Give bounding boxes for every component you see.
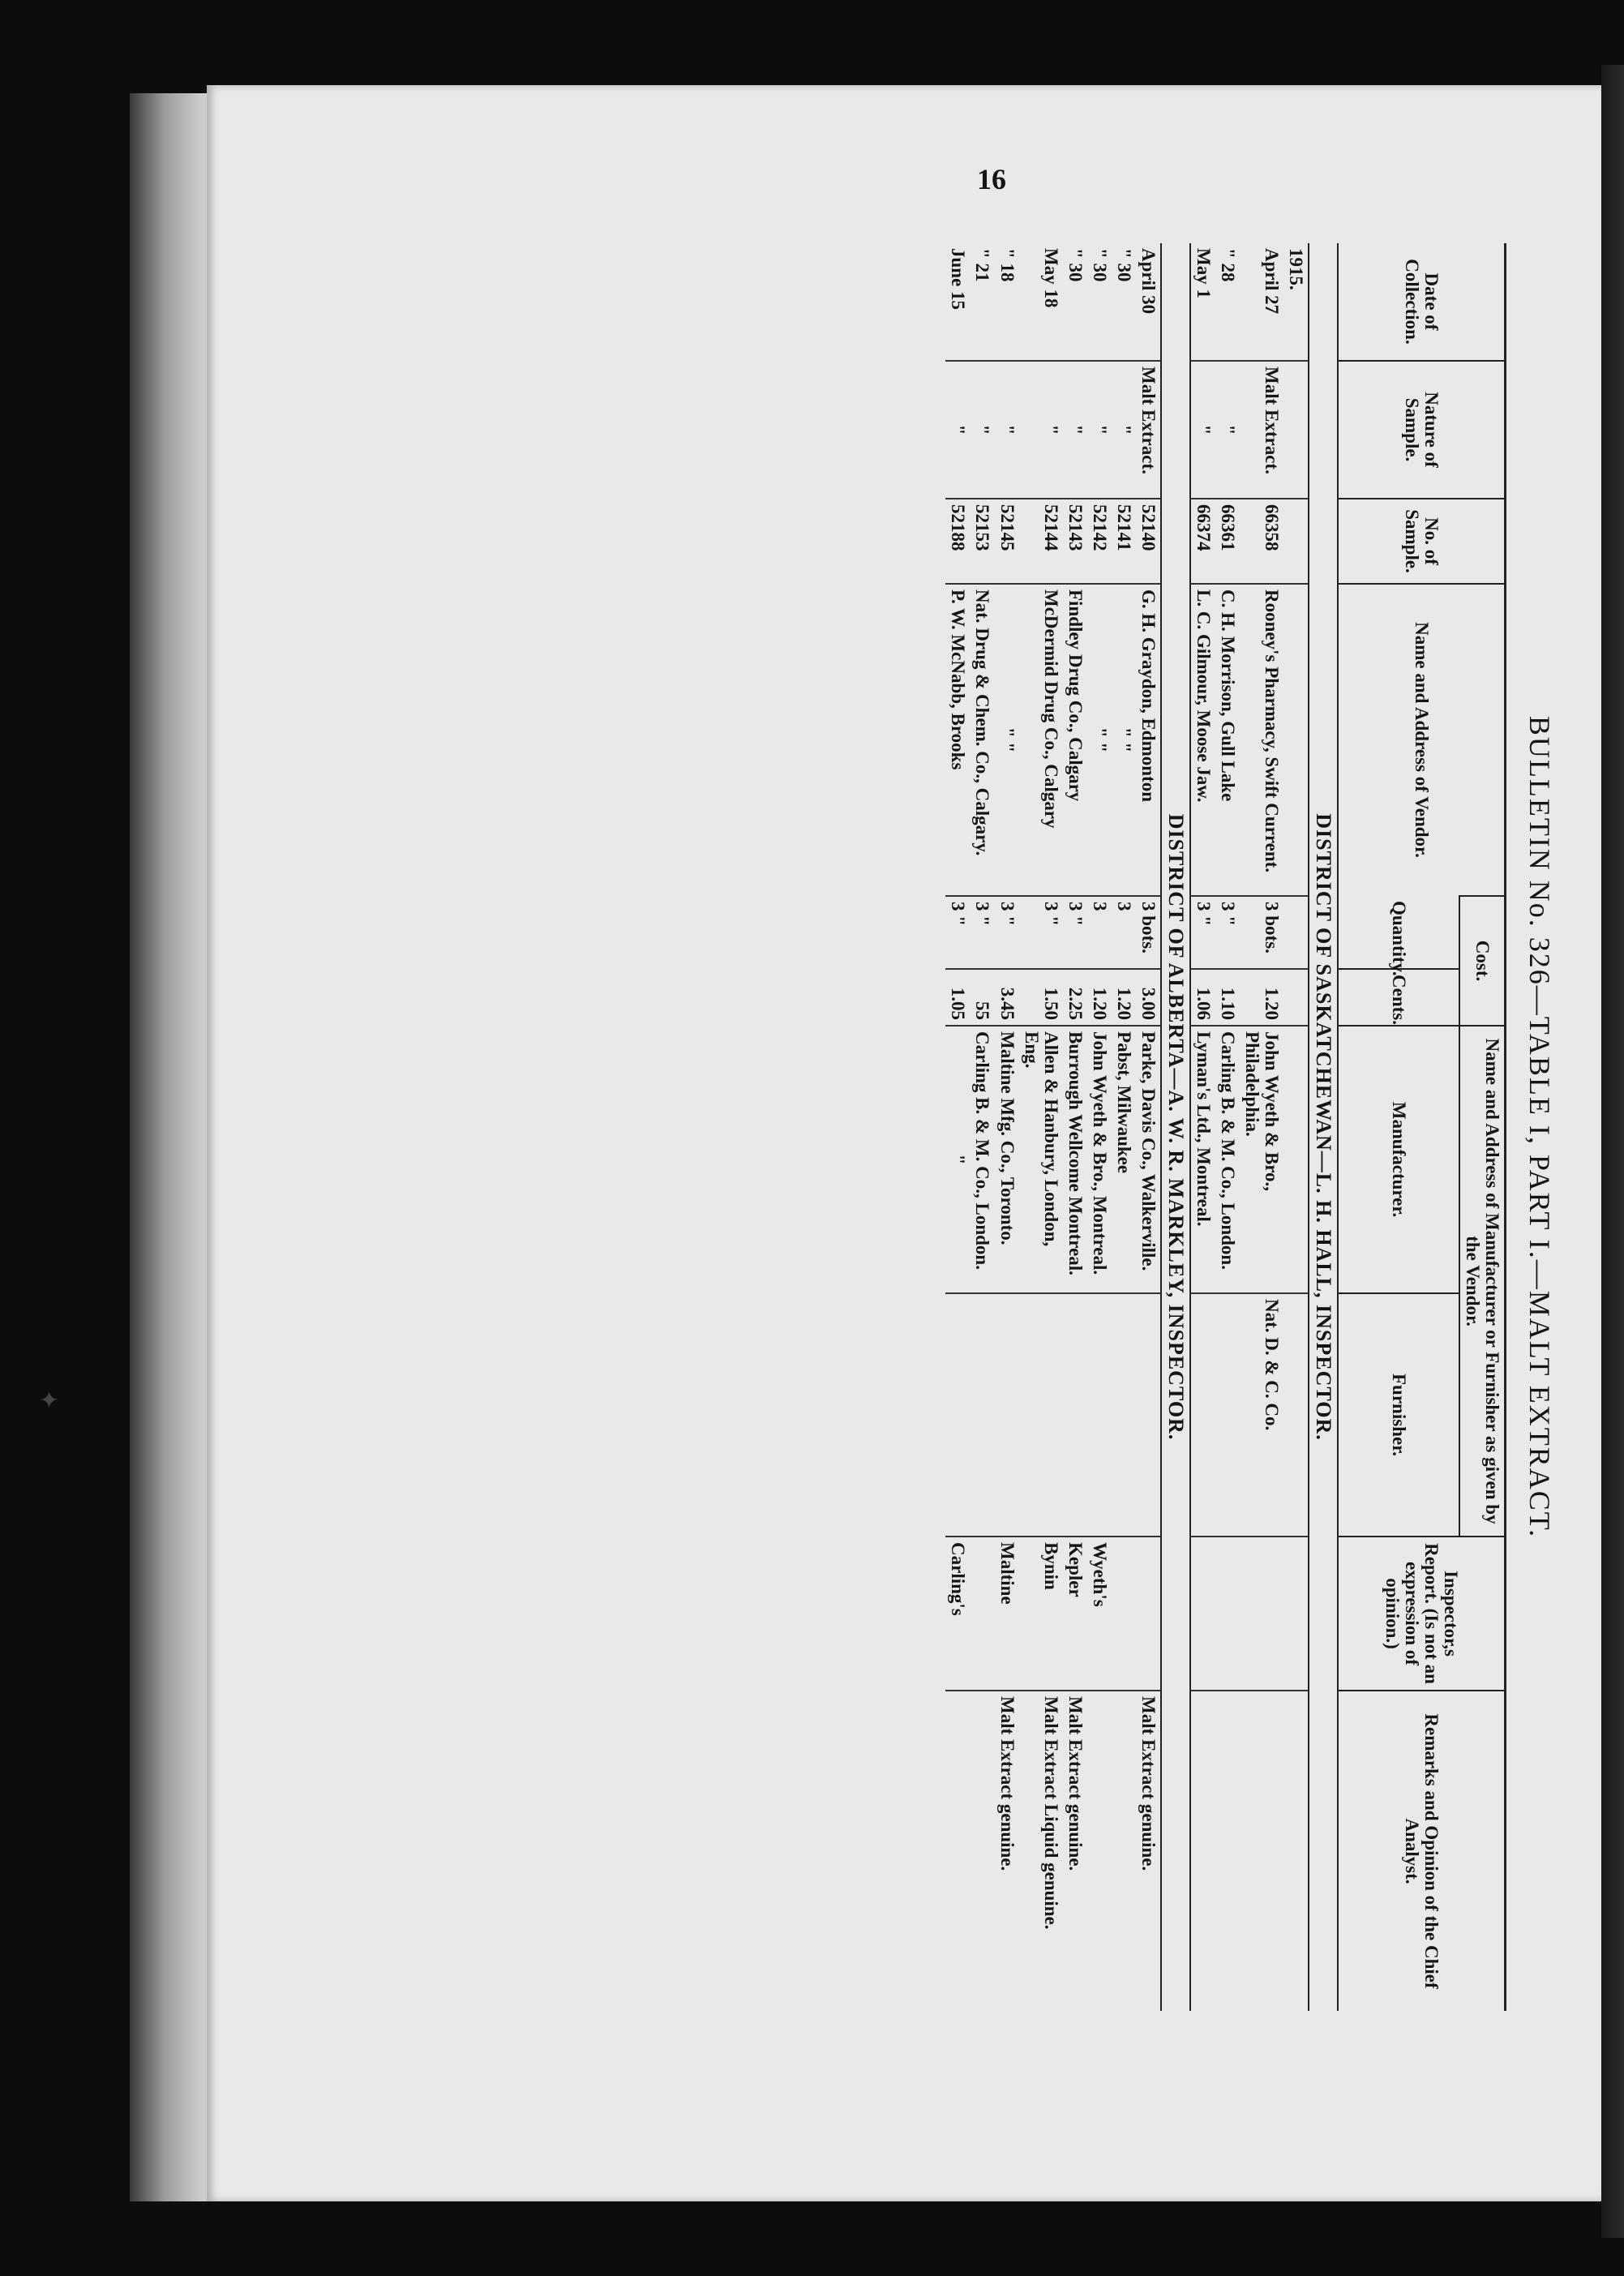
page-number: 16 (977, 163, 1006, 195)
row-vendor: Rooney's Pharmacy, Swift Current. (1240, 584, 1283, 896)
row-sample-no: 52142 (1087, 499, 1112, 584)
row-quantity: 3 (1112, 896, 1136, 969)
row-furnisher (1215, 1293, 1240, 1537)
row-furnisher (1136, 1293, 1161, 1537)
row-manufacturer: " (945, 1026, 970, 1293)
row-date: May 1 (1193, 248, 1214, 298)
row-vendor: McDermid Drug Co., Calgary (1019, 584, 1063, 896)
row-sample-no: 52145 (994, 499, 1018, 584)
row-manufacturer: John Wyeth & Bro., Philadelphia. (1240, 1026, 1283, 1293)
malt-extract-table (945, 243, 1506, 2011)
year-label: 1915. (1286, 248, 1307, 290)
row-cents: 1.10 (1215, 969, 1240, 1026)
row-inspector: Maltine (994, 1537, 1018, 1691)
row-manufacturer: Burrough Wellcome Montreal. (1063, 1026, 1087, 1293)
header-quantity: Quantity. (1338, 896, 1459, 969)
row-nature: " (970, 361, 994, 499)
row-furnisher (1063, 1293, 1087, 1537)
row-remarks (945, 1691, 970, 2011)
row-manufacturer: John Wyeth & Bro., Montreal. (1087, 1026, 1112, 1293)
row-remarks (970, 1691, 994, 2011)
row-cents: 1.50 (1019, 969, 1063, 1026)
row-sample-no: 52153 (970, 499, 994, 584)
row-date: " 18 (996, 248, 1018, 282)
row-sample-no: 52140 (1136, 499, 1161, 584)
table-row (994, 243, 1018, 2011)
header-cents: Cents. (1338, 969, 1459, 1026)
table-row (1087, 243, 1112, 2011)
row-inspector: Bynin (1019, 1537, 1063, 1691)
row-vendor: P. W. McNabb, Brooks (945, 584, 970, 896)
row-nature: " (1215, 361, 1240, 499)
row-date: " 30 (1065, 248, 1086, 282)
row-inspector: Wyeth's (1087, 1537, 1112, 1691)
row-nature: " (1063, 361, 1087, 499)
row-manufacturer: Lyman's Ltd., Montreal. (1190, 1026, 1215, 1293)
row-furnisher (970, 1293, 994, 1537)
row-nature: " (1087, 361, 1112, 499)
row-remarks (1087, 1691, 1112, 2011)
row-quantity: 3 (1087, 896, 1112, 969)
row-vendor: G. H. Graydon, Edmonton (1136, 584, 1161, 896)
row-date: " 21 (972, 248, 993, 282)
row-sample-no: 52144 (1019, 499, 1063, 584)
rotated-table-region (470, 235, 1557, 2019)
row-vendor: C. H. Morrison, Gull Lake (1215, 584, 1240, 896)
row-quantity: 3 " (1215, 896, 1240, 969)
row-remarks (1240, 1691, 1283, 2011)
row-furnisher (1190, 1293, 1215, 1537)
page-title: BULLETIN No. 326—TABLE I, PART I.—MALT EXTRACT. (1523, 715, 1556, 1539)
row-sample-no: 52188 (945, 499, 970, 584)
header-inspector: Inspector,s Report. (Is not an expression of opinion.) (1338, 1537, 1506, 1691)
row-date: " 30 (1114, 248, 1135, 282)
row-quantity: 3 " (945, 896, 970, 969)
row-cents: 3.45 (994, 969, 1018, 1026)
row-nature: " (1019, 361, 1063, 499)
row-furnisher (1087, 1293, 1112, 1537)
row-remarks (1190, 1691, 1215, 2011)
row-quantity: 3 bots. (1240, 896, 1283, 969)
row-sample-no: 66361 (1215, 499, 1240, 584)
row-sample-no: 66374 (1190, 499, 1215, 584)
row-date: May 18 (1040, 248, 1061, 308)
row-cents: 3.00 (1136, 969, 1161, 1026)
row-cents: 1.20 (1240, 969, 1283, 1026)
header-manufacturer: Manufacturer. (1338, 1026, 1459, 1293)
row-vendor: " " (1087, 584, 1112, 896)
row-quantity: 3 " (1190, 896, 1215, 969)
row-manufacturer: Parke, Davis Co., Walkerville. (1136, 1026, 1161, 1293)
row-quantity: 3 " (970, 896, 994, 969)
row-nature: Malt Extract. (1240, 361, 1283, 499)
row-nature: " (994, 361, 1018, 499)
row-quantity: 3 " (994, 896, 1018, 969)
row-manufacturer: Allen & Hanbury, London, Eng. (1019, 1026, 1063, 1293)
row-nature: " (945, 361, 970, 499)
row-vendor: " " (994, 584, 1018, 896)
row-cents: 1.06 (1190, 969, 1215, 1026)
row-sample-no: 52141 (1112, 499, 1136, 584)
row-inspector: Carling's (945, 1537, 970, 1691)
table-row (1019, 243, 1063, 2011)
row-nature: " (1112, 361, 1136, 499)
header-cost: Cost. (1459, 896, 1506, 1026)
row-remarks: Malt Extract Liquid genuine. (1019, 1691, 1063, 2011)
row-furnisher: Nat. D. & C. Co. (1240, 1293, 1283, 1537)
row-inspector (1112, 1537, 1136, 1691)
row-manufacturer: Maltine Mfg. Co., Toronto. (994, 1026, 1018, 1293)
table-row (1240, 243, 1283, 2011)
page-edge (1601, 65, 1624, 2238)
header-mfr-group: Name and Address of Manufacturer or Furnisher as given by the Vendor. (1459, 1026, 1506, 1537)
row-quantity: 3 " (1063, 896, 1087, 969)
district-heading: DISTRICT OF ALBERTA—A. W. R. MARKLEY, INSPECTOR. (1161, 243, 1189, 2011)
row-vendor: " " (1112, 584, 1136, 896)
row-remarks: Malt Extract genuine. (994, 1691, 1018, 2011)
header-vendor: Name and Address of Vendor. (1338, 584, 1506, 896)
row-vendor: Findley Drug Co., Calgary (1063, 584, 1087, 896)
header-date: Date of Collection. (1338, 243, 1506, 361)
header-nature: Nature of Sample. (1338, 361, 1506, 499)
row-quantity: 3 " (1019, 896, 1063, 969)
scan-speck: ✦ (39, 1387, 60, 1414)
table-row (1215, 243, 1240, 2011)
table-row (1112, 243, 1136, 2011)
table-row (970, 243, 994, 2011)
row-inspector (1215, 1537, 1240, 1691)
row-quantity: 3 bots. (1136, 896, 1161, 969)
row-nature: " (1190, 361, 1215, 499)
header-remarks: Remarks and Opinion of the Chief Analyst. (1338, 1691, 1506, 2011)
row-nature: Malt Extract. (1136, 361, 1161, 499)
table-row (1136, 243, 1161, 2011)
row-manufacturer: Carling B. & M. Co., London. (1215, 1026, 1240, 1293)
row-date: April 30 (1138, 248, 1159, 315)
row-inspector: Kepler (1063, 1537, 1087, 1691)
row-furnisher (1019, 1293, 1063, 1537)
row-furnisher (945, 1293, 970, 1537)
row-date: June 15 (948, 248, 969, 311)
row-remarks: Malt Extract genuine. (1063, 1691, 1087, 2011)
row-inspector (970, 1537, 994, 1691)
table-row (1190, 243, 1215, 2011)
header-furnisher: Furnisher. (1338, 1293, 1459, 1537)
row-date: " 30 (1090, 248, 1111, 282)
district-heading: DISTRICT OF SASKATCHEWAN—L. H. HALL, INSPECTOR. (1309, 243, 1337, 2011)
row-date: " 28 (1218, 248, 1238, 282)
row-inspector (1190, 1537, 1215, 1691)
row-cents: 2.25 (1063, 969, 1087, 1026)
row-date: April 27 (1262, 248, 1283, 315)
row-inspector (1136, 1537, 1161, 1691)
row-inspector (1240, 1537, 1283, 1691)
table-row (945, 243, 970, 2011)
row-vendor: L. C. Gilmour, Moose Jaw. (1190, 584, 1215, 896)
row-cents: 55 (970, 969, 994, 1026)
row-cents: 1.05 (945, 969, 970, 1026)
row-sample-no: 52143 (1063, 499, 1087, 584)
table-row (1063, 243, 1087, 2011)
row-sample-no: 66358 (1240, 499, 1283, 584)
row-furnisher (1112, 1293, 1136, 1537)
header-sample-no: No. of Sample. (1338, 499, 1506, 584)
row-furnisher (994, 1293, 1018, 1537)
row-cents: 1.20 (1112, 969, 1136, 1026)
row-remarks: Malt Extract genuine. (1136, 1691, 1161, 2011)
row-manufacturer: Carling B. & M. Co., London. (970, 1026, 994, 1293)
row-cents: 1.20 (1087, 969, 1112, 1026)
row-manufacturer: Pabst, Milwaukee (1112, 1026, 1136, 1293)
row-vendor: Nat. Drug & Chem. Co., Calgary. (970, 584, 994, 896)
row-remarks (1112, 1691, 1136, 2011)
row-remarks (1215, 1691, 1240, 2011)
